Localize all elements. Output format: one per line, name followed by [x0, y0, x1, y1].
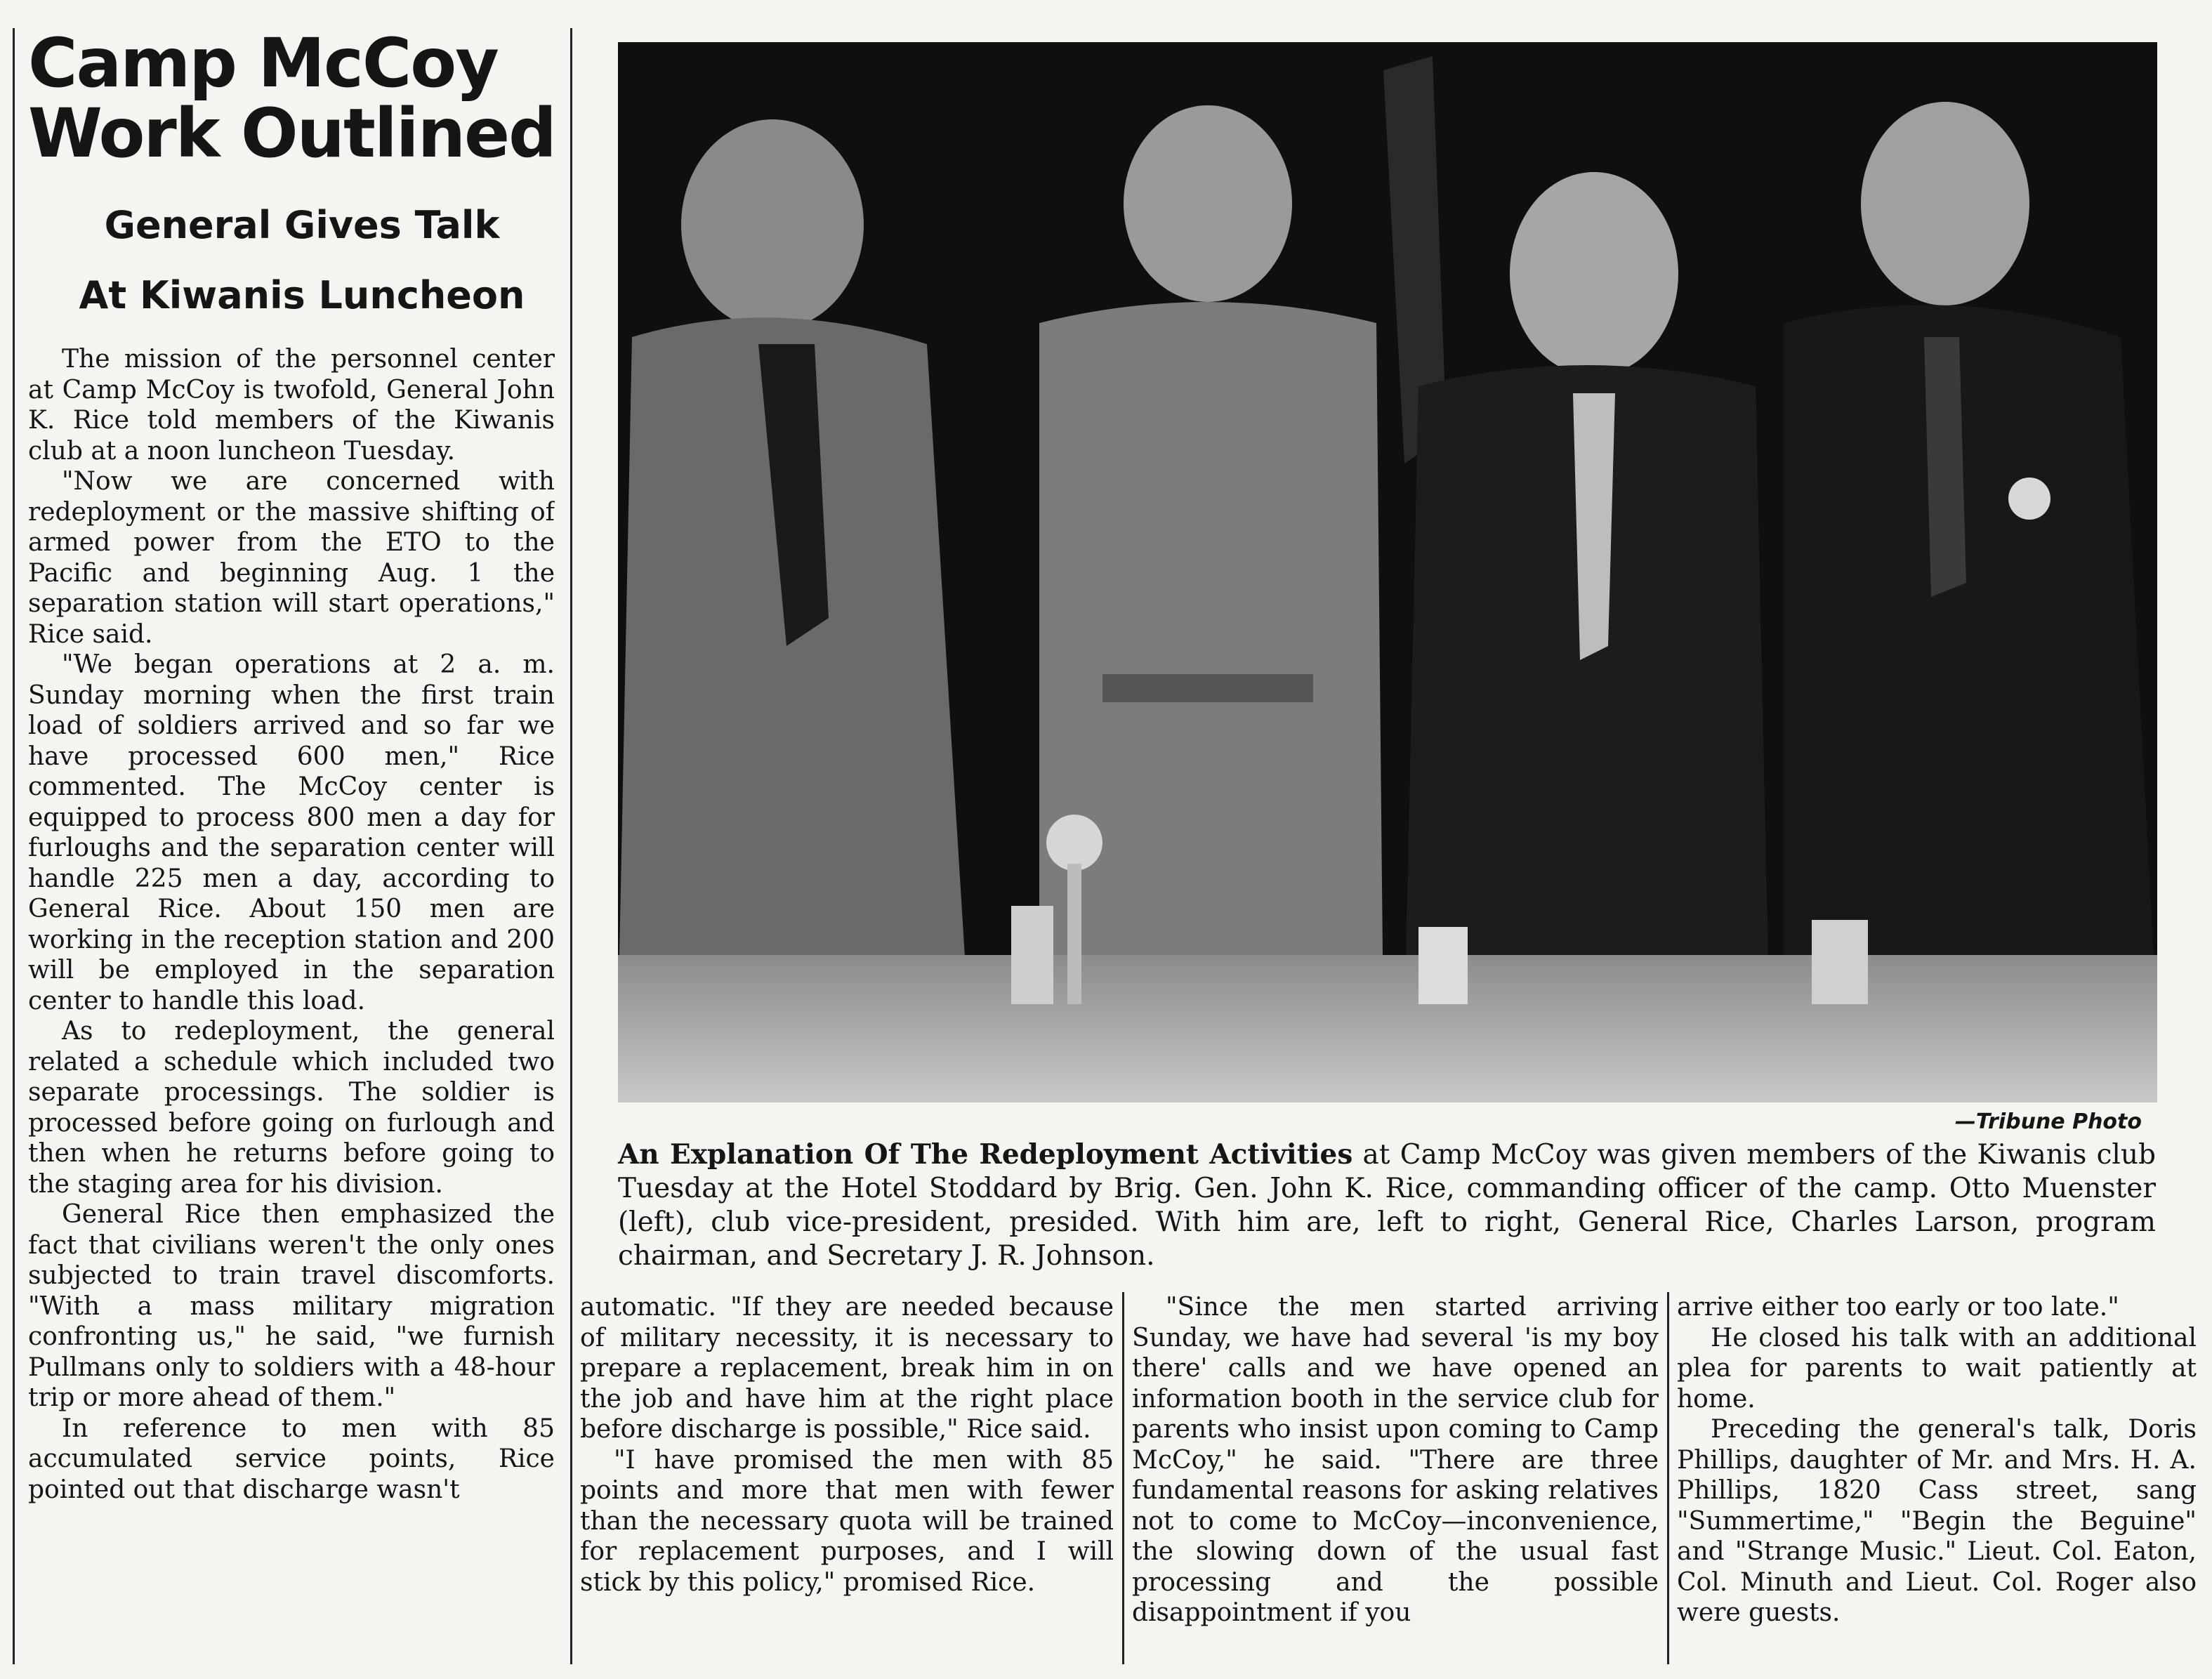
man-2-belt: [1102, 674, 1313, 702]
article-column-2: [580, 1292, 1114, 1664]
man-2-head: [1124, 105, 1292, 302]
paragraph: "I have promised the men with 85 points and more that men with fewer than the necessary quota will be trained for replacement purposes, and I will stick by this policy," promised Rice.: [580, 1445, 1114, 1597]
paragraph: "Now we are concerned with redeployment or the massive shifting of armed power from the ETO to the Pacific and beginning Aug. 1 the separation station will start operations," Rice said.: [28, 467, 555, 649]
column-rule-3: [1667, 1292, 1669, 1664]
man-3-tie: [1573, 393, 1615, 660]
paragraph: He closed his talk with an additional plea for parents to wait patiently at home.: [1677, 1323, 2197, 1414]
photo-caption: [618, 1138, 2156, 1273]
news-photo: [618, 42, 2157, 1102]
paragraph: Preceding the general's talk, Doris Phillips, daughter of Mr. and Mrs. H. A. Phillips, 1820 Cass street, sang "Summertime," "Begin the Beguine" and "Strange Music." Lieut. Col. Eaton, Col. Minuth and Lieut. Col. Roger also were guests.: [1677, 1415, 2197, 1627]
article-column-3: [1132, 1292, 1659, 1664]
column-rule-1: [570, 28, 572, 1664]
man-4-badge: [2008, 478, 2050, 520]
paragraph: automatic. "If they are needed because of military necessity, it is necessary to prepare a replacement, break him in on the job and have him at the right place before discharge is possible," Rice said.: [580, 1293, 1114, 1444]
man-4-head: [1861, 102, 2029, 305]
man-2-body: [1039, 302, 1383, 1025]
caption-text: at Camp McCoy was given members of the Kiwanis club Tuesday at the Hotel Stoddard by Brig. Gen. John K. Rice, commanding officer of the camp. Otto Muenster (left), club vice-president, presided. With him are, left to right, General Rice, Charles Larson, program chairman, and Secretary J. R. Johnson.: [618, 1139, 2156, 1272]
paragraph: The mission of the personnel center at Camp McCoy is twofold, General John K. Rice told members of the Kiwanis club at a noon luncheon Tuesday.: [28, 345, 555, 466]
man-1-head: [681, 119, 864, 330]
article-column-1: [28, 344, 555, 1664]
paragraph: arrive either too early or too late.": [1677, 1293, 2119, 1322]
paragraph: In reference to men with 85 accumulated service points, Rice pointed out that discharge wasn't: [28, 1414, 555, 1504]
headline: Camp McCoy Work Outlined: [28, 24, 555, 173]
paragraph: As to redeployment, the general related a schedule which included two separate processings. The soldier is processed before going on furlough and then when he returns before going to the staging area for his division.: [28, 1017, 555, 1199]
water-glass: [1011, 906, 1053, 1004]
man-3-head: [1510, 172, 1678, 376]
photo-image: [618, 42, 2157, 1102]
left-edge-rule: [13, 28, 15, 1664]
glass: [1812, 920, 1868, 1004]
glass: [1418, 927, 1468, 1004]
column-rule-2: [1122, 1292, 1124, 1664]
man-4-tie: [1924, 337, 1966, 597]
photo-credit: —Tribune Photo: [1954, 1110, 2142, 1134]
man-4-body: [1784, 305, 2157, 1025]
paragraph: General Rice then emphasized the fact that civilians weren't the only ones subjected to train travel discomforts. "With a mass military migration confronting us," he said, "we furnish Pullmans only to soldiers with a 48-hour trip or more ahead of them.": [28, 1200, 555, 1412]
article-column-4: [1677, 1292, 2197, 1664]
paragraph: "Since the men started arriving Sunday, we have had several 'is my boy there' calls and we have opened an information booth in the service club for parents who insist upon coming to Camp McCoy," he said. "There are three fundamental reasons for asking relatives not to come to McCoy—inconvenience, the slowing down of the usual fast processing and the possible disappointment if you: [1132, 1293, 1659, 1627]
head-table: [618, 955, 2157, 1102]
subhead-line-1: General Gives Talk: [104, 203, 500, 247]
subhead-line-2: At Kiwanis Luncheon: [79, 273, 525, 317]
microphone: [1046, 815, 1102, 871]
paragraph: "We began operations at 2 a. m. Sunday morning when the first train load of soldiers arrived and so far we have processed 600 men," Rice commented. The McCoy center is equipped to process 800 men a day for furloughs and the separation center will handle 225 men a day, according to General Rice. About 150 men are working in the reception station and 200 will be employed in the separation center to handle this load.: [28, 650, 555, 1015]
caption-lead: An Explanation Of The Redeployment Activities: [618, 1138, 1353, 1171]
microphone-stand: [1067, 864, 1081, 1004]
